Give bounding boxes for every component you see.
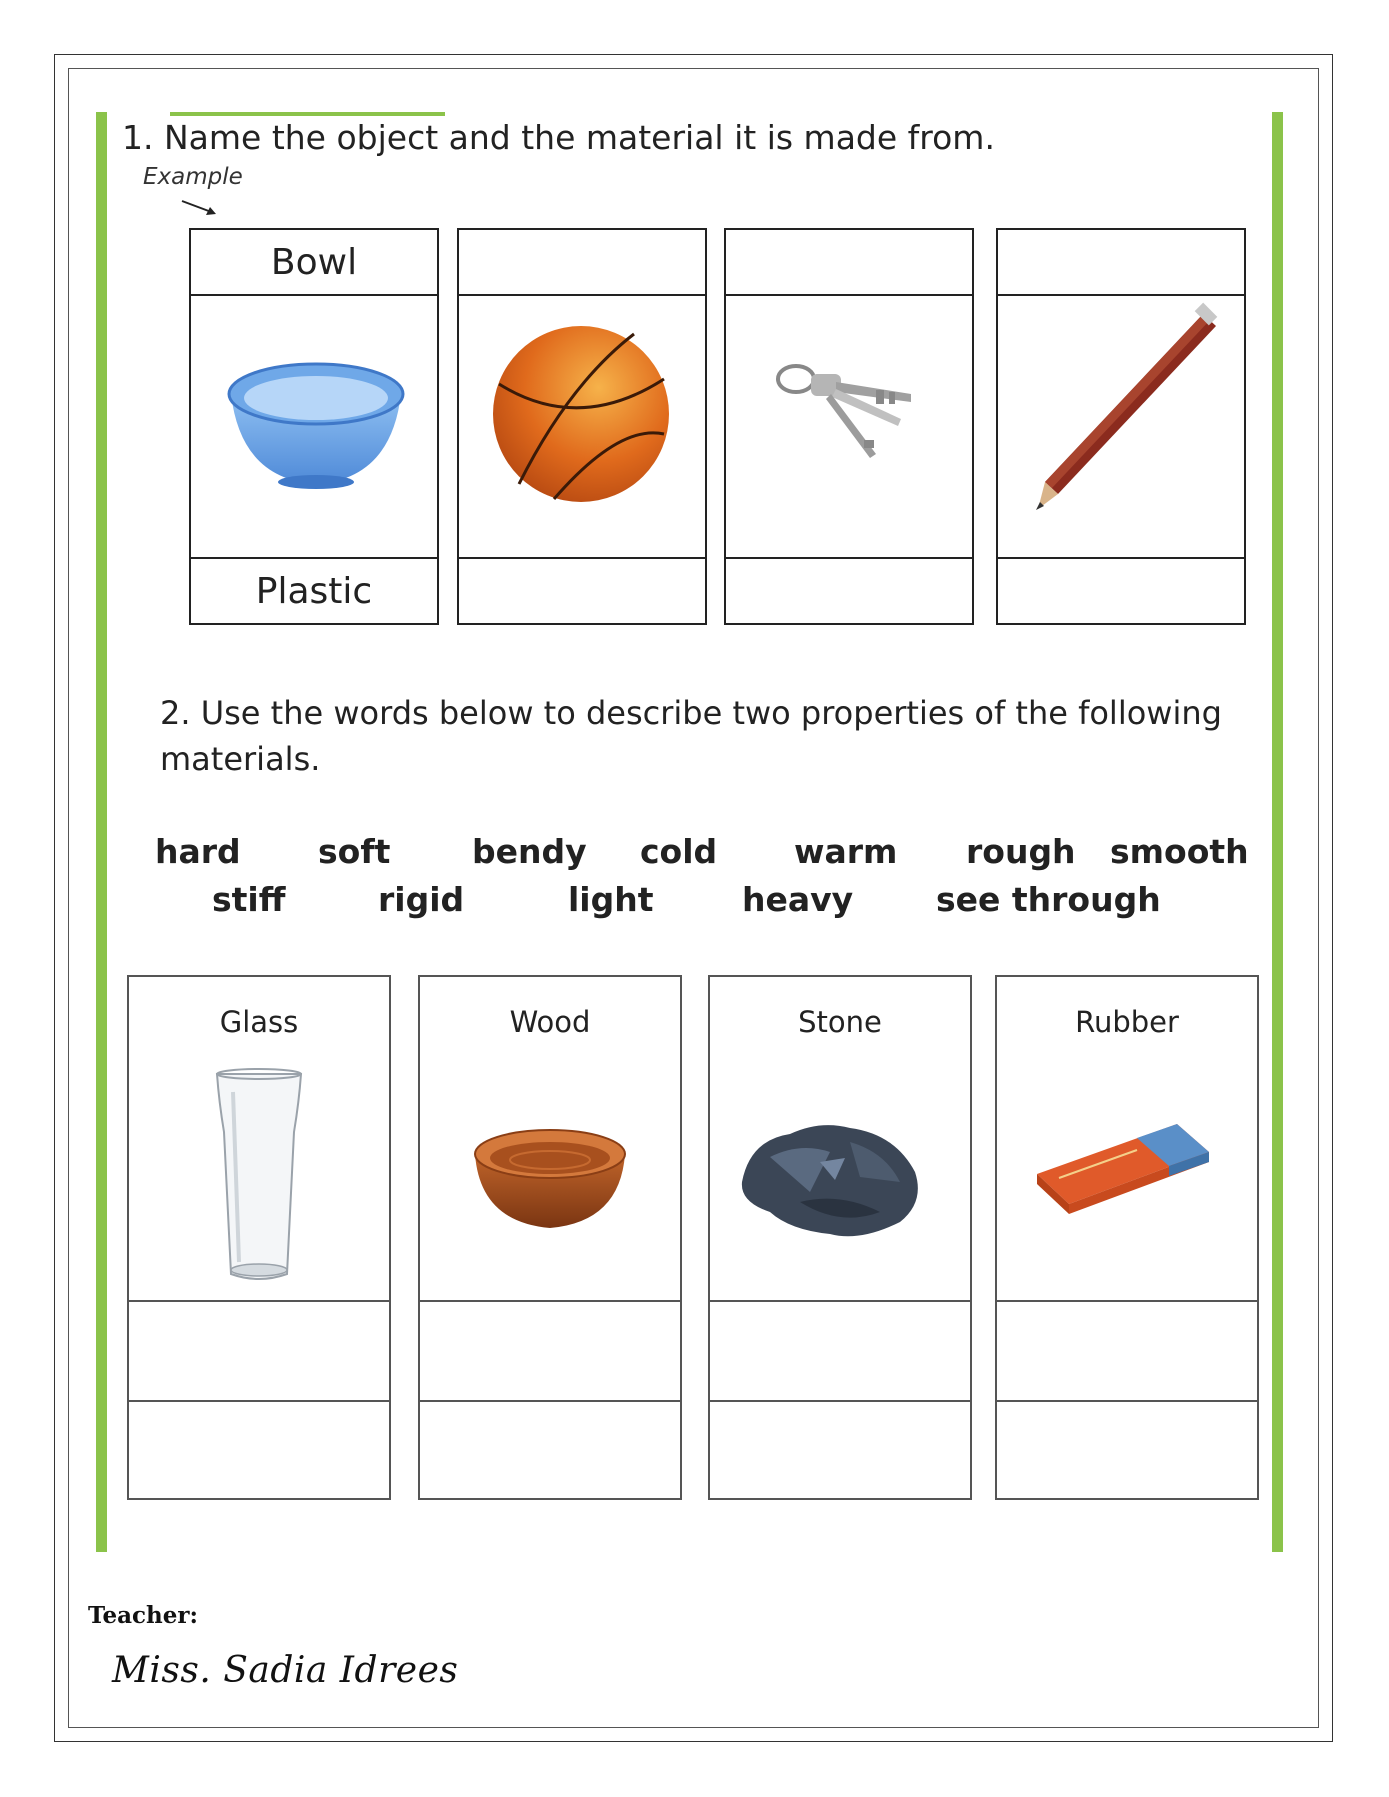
teacher-label: Teacher:	[88, 1602, 198, 1629]
question-2: 2. Use the words below to describe two properties of the following materials.	[160, 694, 1222, 778]
word-hard: hard	[155, 832, 241, 871]
material-card-glass	[127, 975, 391, 1500]
object-name-cell[interactable]	[459, 230, 705, 296]
material-card-rubber	[995, 975, 1259, 1500]
glass-icon	[129, 1062, 389, 1297]
word-stiff: stiff	[212, 880, 286, 919]
word-smooth: smooth	[1110, 832, 1249, 871]
property-answer-1[interactable]	[710, 1300, 970, 1402]
object-material-cell[interactable]	[998, 557, 1244, 623]
object-image-cell	[459, 294, 705, 558]
top-green-accent	[170, 112, 445, 116]
material-title: Glass	[219, 1005, 299, 1039]
teacher-signature: Miss. Sadia Idrees	[112, 1650, 459, 1691]
property-answer-1[interactable]	[997, 1300, 1257, 1402]
word-light: light	[568, 880, 654, 919]
pencil-icon	[998, 294, 1243, 558]
object-material-cell[interactable]	[726, 557, 972, 623]
stone-icon	[710, 1062, 970, 1297]
property-answer-2[interactable]	[997, 1400, 1257, 1502]
object-name-cell[interactable]	[998, 230, 1244, 296]
material-image	[129, 1062, 389, 1297]
material-image	[710, 1062, 970, 1297]
left-green-margin	[96, 112, 107, 1552]
object-image-cell	[191, 294, 437, 558]
object-card-1	[189, 228, 439, 625]
word-heavy: heavy	[742, 880, 854, 919]
word-cold: cold	[640, 832, 718, 871]
object-card-2	[457, 228, 707, 625]
object-card-3	[724, 228, 974, 625]
basketball-icon	[459, 294, 704, 558]
property-answer-1[interactable]	[420, 1300, 680, 1402]
object-image-cell	[726, 294, 972, 558]
example-label: Example	[143, 164, 243, 190]
object-image-cell	[998, 294, 1244, 558]
example-arrow-icon	[180, 198, 222, 220]
word-see-through: see through	[936, 880, 1161, 919]
property-answer-1[interactable]	[129, 1300, 389, 1402]
object-name-cell[interactable]	[726, 230, 972, 296]
plastic-bowl-icon	[191, 294, 436, 558]
material-image	[997, 1062, 1257, 1297]
right-green-margin	[1272, 112, 1283, 1552]
object-material-cell[interactable]	[459, 557, 705, 623]
material-title: Wood	[509, 1005, 591, 1039]
property-answer-2[interactable]	[129, 1400, 389, 1502]
word-rough: rough	[966, 832, 1076, 871]
wooden-bowl-icon	[420, 1062, 680, 1297]
material-image	[420, 1062, 680, 1297]
eraser-icon	[997, 1062, 1257, 1297]
material-card-wood	[418, 975, 682, 1500]
object-material-cell[interactable]: Plastic	[191, 557, 437, 623]
object-card-4	[996, 228, 1246, 625]
word-rigid: rigid	[378, 880, 465, 919]
word-bendy: bendy	[472, 832, 587, 871]
object-name-cell[interactable]: Bowl	[191, 230, 437, 296]
word-warm: warm	[794, 832, 898, 871]
keys-icon	[726, 294, 971, 558]
property-answer-2[interactable]	[420, 1400, 680, 1502]
property-answer-2[interactable]	[710, 1400, 970, 1502]
material-title: Rubber	[1075, 1005, 1179, 1039]
question-1: 1. Name the object and the material it is made from.	[122, 118, 995, 157]
material-title: Stone	[798, 1005, 882, 1039]
word-soft: soft	[318, 832, 391, 871]
material-card-stone	[708, 975, 972, 1500]
